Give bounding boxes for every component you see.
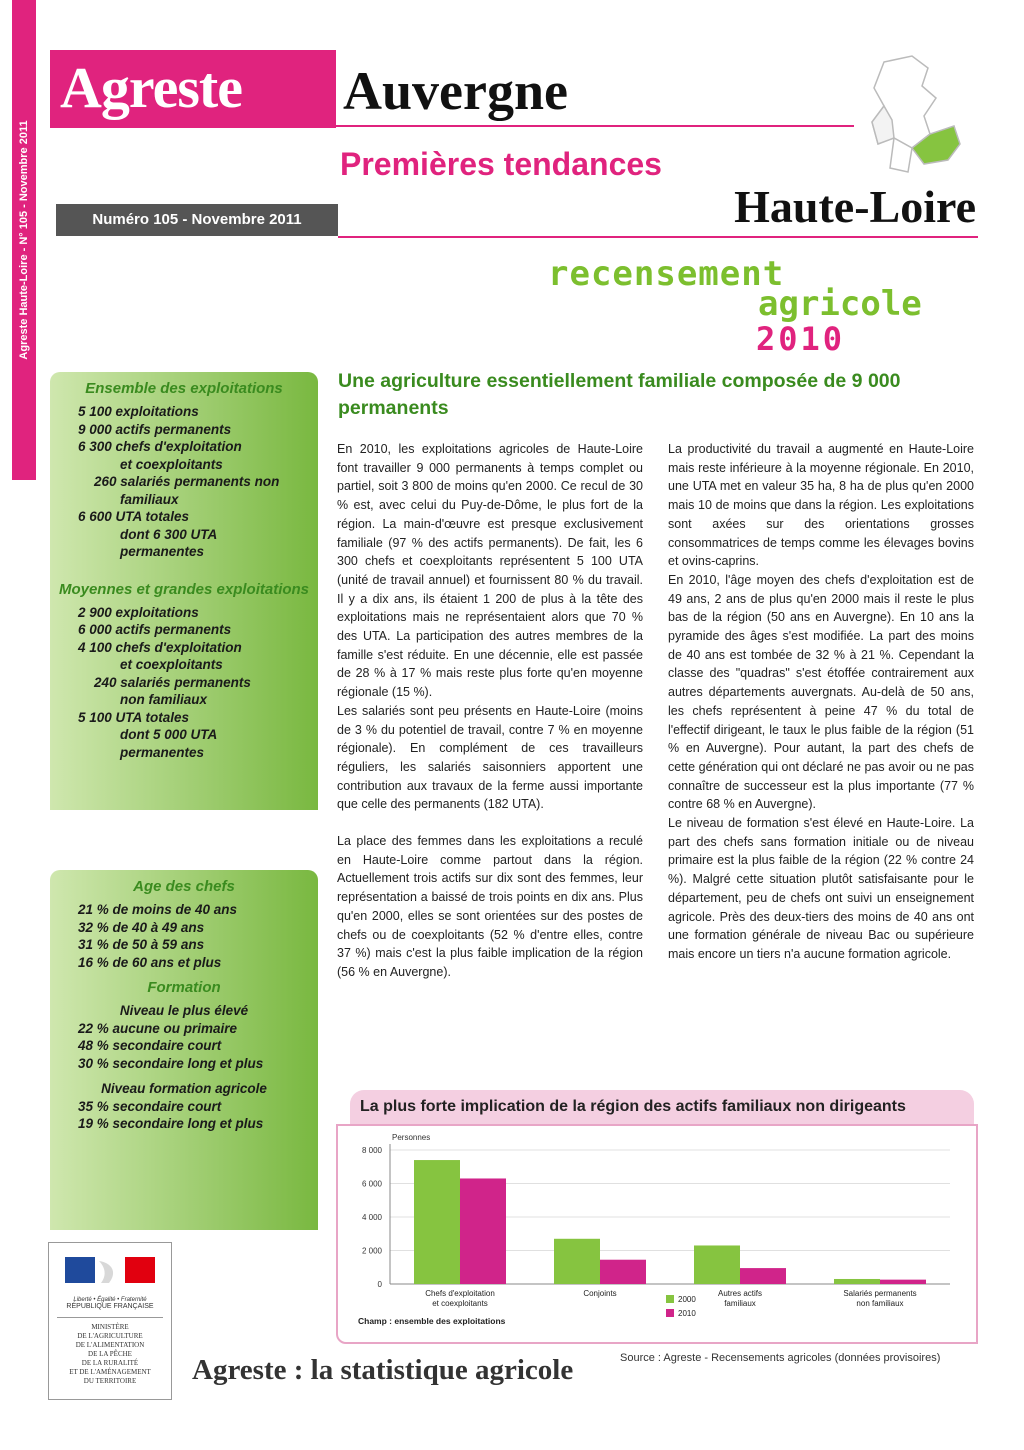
y-tick-label: 2 000 xyxy=(361,1246,382,1256)
key-figure: 19 % secondaire long et plus xyxy=(78,1116,264,1131)
key-figure: 30 % secondaire long et plus xyxy=(78,1055,264,1071)
region-title: Auvergne xyxy=(343,61,568,121)
auvergne-map-icon xyxy=(864,52,964,202)
key-figure: 21 % de moins de 40 ans xyxy=(78,902,238,917)
key-figure: 6 300 chefs d'exploitation xyxy=(78,439,242,454)
key-figure: non familiaux xyxy=(120,692,208,707)
bar-2000 xyxy=(414,1160,460,1284)
chart-source: Source : Agreste - Recensements agricoles (données provisoires) xyxy=(620,1352,941,1364)
republic-name: RÉPUBLIQUE FRANÇAISE xyxy=(66,1303,154,1310)
article-paragraph: La place des femmes dans les exploitations a reculé en Haute-Loire comme partout dans la région. Actuellement trois actifs sur dix sont des femmes, leur représentation a baissé de trois points en dix ans. Plus qu'en 2000, elles se sont orientées sur des postes de chefs ou de coexploitants (52 % d'entre elles, contre 37 %) mais c'est la plus faible implication de la région (56 % en Auvergne). xyxy=(337,834,643,979)
box-heading: Age des chefs xyxy=(133,878,235,895)
x-tick-label: Autres actifs xyxy=(717,1289,763,1298)
y-tick-label: 4 000 xyxy=(361,1213,382,1222)
key-figure: dont 5 000 UTA xyxy=(120,727,218,742)
key-figure: 6 000 actifs permanents xyxy=(78,622,232,637)
bar-2010 xyxy=(600,1260,646,1284)
ministry-line: MINISTÈRE xyxy=(91,1323,129,1331)
key-figure: 48 % secondaire court xyxy=(78,1038,222,1053)
box-heading: Moyennes et grandes exploitations xyxy=(58,580,310,598)
key-figure: permanentes xyxy=(120,744,205,760)
bar-2010 xyxy=(460,1178,506,1284)
key-figure: 31 % de 50 à 59 ans xyxy=(78,937,205,952)
brand-name: Agreste xyxy=(60,55,242,120)
legend-swatch xyxy=(666,1309,674,1317)
x-tick-label: et coexploitants xyxy=(432,1299,488,1308)
y-tick-label: 6 000 xyxy=(361,1179,382,1189)
x-tick-label: Conjoints xyxy=(583,1289,617,1298)
x-tick-label: familiaux xyxy=(724,1299,756,1308)
census-logo xyxy=(548,254,928,364)
republic-motto: Liberté • Égalité • Fraternité xyxy=(73,1297,147,1303)
header-rule xyxy=(336,125,854,127)
article-column-right xyxy=(668,440,974,964)
key-figure: 6 600 UTA totales xyxy=(78,509,190,524)
article-headline: Une agriculture essentiellement familiale composée de 9 000 permanents xyxy=(338,370,901,419)
key-figure: et coexploitants xyxy=(120,456,223,472)
bar-2010 xyxy=(740,1268,786,1284)
x-tick-label: non familiaux xyxy=(856,1299,904,1308)
publication-subtitle: Premières tendances xyxy=(340,146,662,182)
legend-swatch xyxy=(666,1295,674,1303)
ministry-line: DU TERRITOIRE xyxy=(83,1377,137,1385)
key-figure: 32 % de 40 à 49 ans xyxy=(78,919,205,935)
y-axis-label: Personnes xyxy=(392,1133,431,1142)
department-rule xyxy=(338,236,978,238)
side-band-label: Agreste Haute-Loire - N° 105 - Novembre 2011 xyxy=(18,120,30,360)
key-figure: 5 100 UTA totales xyxy=(78,709,190,725)
box-heading: Ensemble des exploitations xyxy=(85,380,283,397)
y-tick-label: 0 xyxy=(377,1280,382,1289)
article-paragraph: En 2010, les exploitations agricoles de Haute-Loire font travailler 9 000 permanents à temps complet ou partiel, soit 3 800 de moins qu'en 2000. Ce recul de 30 % est, avec celui du Puy-de-Dôme, le plus fort de la région. La main-d'œuvre est presque exclusivement familiale (97 % des actifs permanents). De fait, les 6 300 chefs et coexploitants représentent 5 100 UTA (unité de travail annuel) et fournissent 80 % du travail. Il y a dix ans, ils étaient 1 200 de plus à la tête des exploitations mais ne représentaient alors que 70 % des UTA. La participation des autres membres de la famille s'est réduite. En une décennie, elle est passée de 28 % à 17 % mais reste plus forte qu'en moyenne régionale (15 %). xyxy=(337,442,643,700)
key-figure: dont 6 300 UTA xyxy=(120,526,218,542)
footer-tagline: Agreste : la statistique agricole xyxy=(192,1354,574,1386)
ministry-line: DE LA PÊCHE xyxy=(88,1350,132,1358)
logo-divider xyxy=(57,1317,163,1318)
chart-panel xyxy=(336,1090,976,1344)
key-figure: 22 % aucune ou primaire xyxy=(78,1020,238,1036)
census-word-recensement: recensement xyxy=(548,254,785,294)
census-year: 2010 xyxy=(756,320,846,358)
legend-label: 2000 xyxy=(678,1295,696,1304)
legend-label: 2010 xyxy=(678,1309,696,1318)
ministry-name xyxy=(53,1323,167,1386)
key-figure: 9 000 actifs permanents xyxy=(78,421,232,437)
article-paragraph: Les salariés sont peu présents en Haute-Loire (moins de 3 % du potentiel de travail, contre 7 % en moyenne régionale). En complément de ces travailleurs réguliers, les salariés saisonniers apportent une contribution aux travaux de la ferme aussi importante que celle des permanents (182 UTA). xyxy=(337,703,643,812)
box-heading: Formation xyxy=(147,979,221,996)
box-subheading: Niveau formation agricole xyxy=(101,1081,267,1096)
chart-title: La plus forte implication de la région des actifs familiaux non dirigeants xyxy=(360,1098,906,1115)
key-figure: 4 100 chefs d'exploitation xyxy=(78,639,242,655)
key-figure: familiaux xyxy=(120,491,179,507)
bar-2000 xyxy=(694,1245,740,1284)
key-figure: 260 salariés permanents non xyxy=(94,474,280,489)
census-word-agricole: agricole xyxy=(758,284,922,324)
ministry-line: ET DE L'AMÉNAGEMENT xyxy=(69,1368,151,1376)
article-paragraph: En 2010, l'âge moyen des chefs d'exploitation est de 49 ans, 2 ans de plus qu'en 2000 mais il reste le plus bas de la région (50 ans en Auvergne). En 10 ans la pyramide des âges s'est modifiée. La part des moins de 40 ans est tombée de 32 % à 21 %. Cependant la classe des "quadras" s'est étoffée contrairement aux autres départements auvergnats. Au-delà de 50 ans, les chefs représentent à peine 47 % du total de l'effectif dirigeant, le taux le plus faible de la région (51 % en Auvergne). Pour autant, la part des chefs de cette génération qui ont déclaré ne pas avoir ou ne pas connaître de successeur est la plus importante (77 % contre 68 % en Auvergne). xyxy=(668,572,974,812)
box-subheading: Niveau le plus élevé xyxy=(119,1003,249,1018)
key-figure: 2 900 exploitations xyxy=(78,604,199,620)
bar-2000 xyxy=(834,1279,880,1284)
article-column-left xyxy=(337,440,643,982)
ministry-line: DE LA RURALITÉ xyxy=(81,1359,139,1367)
key-figure: permanentes xyxy=(120,544,205,559)
chart-note: Champ : ensemble des exploitations xyxy=(358,1316,506,1326)
key-figure: 16 % de 60 ans et plus xyxy=(78,954,222,970)
key-figure: et coexploitants xyxy=(120,657,223,672)
bar-2000 xyxy=(554,1239,600,1284)
y-tick-label: 8 000 xyxy=(361,1146,382,1155)
bar-2010 xyxy=(880,1280,926,1284)
age-training-box xyxy=(50,870,318,1230)
marianne-logo-icon xyxy=(65,1257,155,1291)
article-paragraph: Le niveau de formation s'est élevé en Haute-Loire. La part des chefs sans formation initiale ou de niveau primaire est la plus faible de la région (22 % contre 24 %). Malgré cette situation plutôt satisfaisante pour le département, peu de chefs ont suivi un enseignement agricole. Près des deux-tiers des moins de 40 ans ont une formation générale de niveau Bac ou supérieure mais encore un tiers n'a aucune formation agricole. xyxy=(668,816,974,961)
bar-chart xyxy=(338,1126,972,1338)
x-tick-label: Chefs d'exploitation xyxy=(425,1289,495,1298)
key-figure: 35 % secondaire court xyxy=(78,1098,222,1114)
republic-label xyxy=(49,1297,171,1310)
ministry-line: DE L'ALIMENTATION xyxy=(75,1341,145,1349)
article-paragraph: La productivité du travail a augmenté en Haute-Loire mais reste inférieure à la moyenne régionale. En 2010, une UTA met en valeur 35 ha, 8 ha de plus qu'en 2000 mais 10 de moins que dans la région. Les exploitations sont axées sur des orientations grosses consommatrices de temps comme les élevages bovins et ovins-caprins. xyxy=(668,442,974,569)
issue-badge: Numéro 105 - Novembre 2011 xyxy=(56,204,338,236)
x-tick-label: Salariés permanents xyxy=(843,1289,917,1298)
key-figures-box xyxy=(50,372,318,810)
chart-frame xyxy=(336,1124,978,1344)
key-figure: 240 salariés permanents xyxy=(94,674,251,690)
key-figure: 5 100 exploitations xyxy=(78,404,199,419)
ministry-line: DE L'AGRICULTURE xyxy=(77,1332,143,1340)
department-title: Haute-Loire xyxy=(734,181,976,232)
ministry-logo xyxy=(48,1242,172,1400)
